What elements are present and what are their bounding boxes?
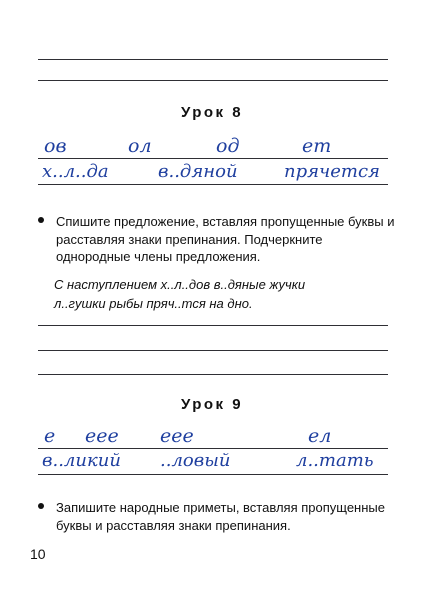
writing-line <box>38 350 388 351</box>
lesson-9-title: Урок 9 <box>180 396 244 413</box>
writing-line <box>38 158 388 159</box>
cursive-letter-group: eee <box>160 425 194 447</box>
writing-line <box>38 448 388 449</box>
cursive-pair: ов <box>44 135 67 157</box>
cursive-letter: е <box>44 425 56 447</box>
cursive-word: л..тать <box>296 450 374 471</box>
example-sentence-line-1: С наступлением х..л..дов в..дяные жучки <box>54 277 306 292</box>
cursive-word: х..л..да <box>42 161 109 182</box>
cursive-pair: ел <box>308 425 332 447</box>
writing-line <box>38 80 388 81</box>
cursive-pair: од <box>216 135 240 157</box>
writing-line <box>38 474 388 475</box>
page-number: 10 <box>30 546 46 562</box>
cursive-pair: ол <box>128 135 152 157</box>
task-1-text: Спишите предложение, вставляя пропущенные буквы и расставляя знаки препинания. Подчеркните однородные члены предложения. <box>56 214 395 264</box>
cursive-word: ..ловый <box>160 450 231 471</box>
writing-line <box>38 374 388 375</box>
bullet-icon <box>38 217 44 223</box>
task-2-text: Запишите народные приметы, вставляя пропущенные буквы и расставляя знаки препинания. <box>56 500 385 533</box>
bullet-icon <box>38 503 44 509</box>
lesson-8-title: Урок 8 <box>180 104 244 121</box>
writing-line <box>38 325 388 326</box>
cursive-word: в..дяной <box>158 161 238 182</box>
cursive-letter-group: eee <box>85 425 119 447</box>
cursive-word: в..ликий <box>42 450 121 471</box>
example-sentence-line-2: л..гушки рыбы пряч..тся на дно. <box>54 296 253 311</box>
writing-line <box>38 59 388 60</box>
task-1 <box>38 213 398 266</box>
task-2 <box>38 499 398 534</box>
cursive-pair: ет <box>302 135 332 157</box>
cursive-word: прячется <box>284 161 380 182</box>
writing-line <box>38 184 388 185</box>
